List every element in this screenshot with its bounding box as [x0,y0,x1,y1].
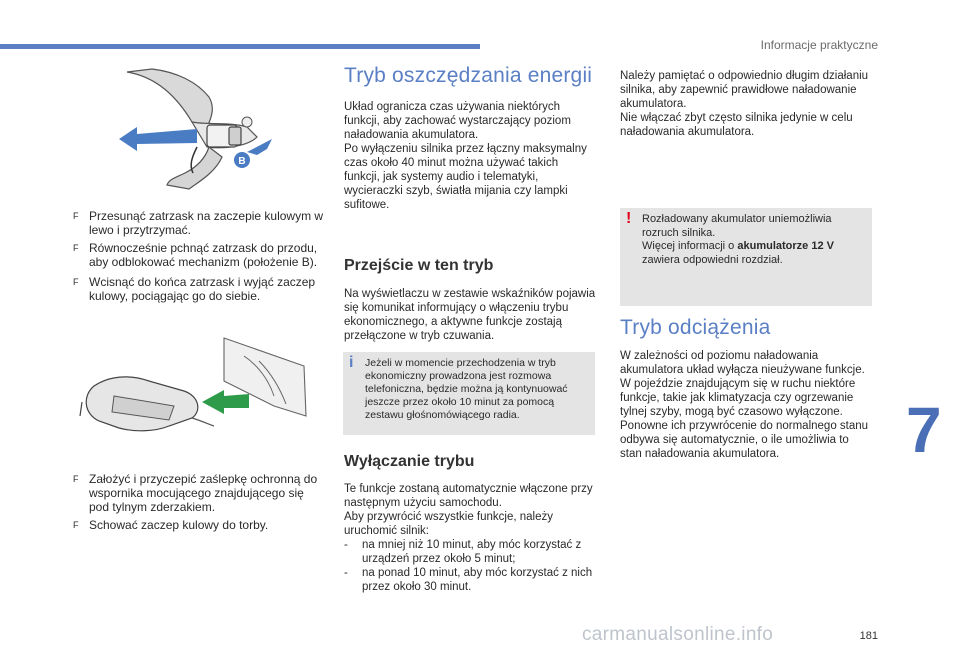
bullet-mark: F [73,520,79,530]
load-shedding-text: W zależności od poziomu naładowania akumulatora układ wyłącza nieużywane funkcje. W pojeździe znajdującym się w ruchu niektóre funkcje, takie jak klimatyzacja czy ogrzewanie tylnej szyby, mogą być czasowo wyłączone. Ponowne ich przywrócenie do normalnego stanu odbywa się automatycznie, o ile umożliwia to stan naładowania akumulatora. [620,350,869,460]
list-item: F Schować zaczep kulowy do torby. [73,518,269,532]
list-item: - na mniej niż 10 minut, aby móc korzystać z urządzeń przez około 5 minut; [344,539,582,565]
energy-saving-title: Tryb oszczędzania energii [344,64,593,87]
energy-saving-text: Układ ogranicza czas używania niektórych funkcji, aby zachować wystarczający poziom naładowania akumulatora. Po wyłączeniu silnika przez łączny maksymalny czas około 40 minut można używać takich funkcji, jak systemy audio i telematyki, wycieraczki szyb, światła mijania czy lampki sufitowe. [344,101,587,211]
figure-label-b: B [238,156,246,167]
page-number: 181 [859,630,878,642]
hitch-removal-steps [73,209,325,307]
list-item: F Równocześnie pchnąć zatrzask do przodu, aby odblokować mechanizm (położenie B). [73,241,318,269]
bullet-mark: F [73,211,79,221]
mode-switch-title: Przejście w ten tryb [344,257,494,274]
charging-note-text: Należy pamiętać o odpowiednio długim działaniu silnika, aby zapewnić prawidłowe naładowanie akumulatora. Nie włączać zbyt często silnika jedynie w celu naładowania akumulatora. [620,70,869,138]
bullet-mark: F [73,243,79,253]
mode-exit-block [344,482,596,594]
list-item: F Założyć i przyczepić zaślepkę ochronną do wspornika mocującego znajdującego się pod tylnym zderzakiem. [73,472,318,514]
bullet-mark: F [73,474,79,484]
list-item: F Przesunąć zatrzask na zaczepie kulowym w lewo i przytrzymać. [73,209,324,237]
mode-exit-list [344,538,596,594]
bullet-mark: F [73,277,79,287]
mode-exit-text: Te funkcje zostaną automatycznie włączone przy następnym użyciu samochodu. Aby przywrócić wszystkie funkcje, należy uruchomić silnik: [344,483,593,537]
cap-installation-steps [73,472,325,536]
mode-switch-text: Na wyświetlaczu w zestawie wskaźników pojawia się komunikat informujący o włączeniu trybu ekonomicznego, a aktywne funkcje zostają przełączone w tryb czuwania. [344,288,596,342]
section-title: Informacje praktyczne [760,38,878,52]
tow-hitch-release-illustration [97,67,297,192]
warning-text: Rozładowany akumulator uniemożliwia rozruch silnika. Więcej informacji o akumulatorze 12 V zawiera odpowiedni rozdział. [642,213,834,266]
warning-box [620,208,872,306]
load-shedding-title: Tryb odciążenia [620,316,771,339]
watermark: carmanualsonline.info [582,624,774,645]
chapter-number: 7 [906,394,942,466]
info-box-text: Jeżeli w momencie przechodzenia w tryb ekonomiczny prowadzona jest rozmowa telefoniczna, będzie można ją kontynuować jeszcze przez około 10 minut za pomocą zestawu głośnomówiącego radia. [365,357,568,421]
warning-icon: ! [626,210,632,227]
list-item: - na ponad 10 minut, aby móc korzystać z nich przez około 30 minut. [344,567,593,593]
protective-cap-illustration [74,336,310,467]
list-item: F Wcisnąć do końca zatrzask i wyjąć zaczep kulowy, pociągając go do siebie. [73,275,316,303]
top-accent-bar [0,44,480,49]
info-icon: i [349,354,354,371]
mode-exit-title: Wyłączanie trybu [344,453,475,470]
info-box [343,352,595,435]
